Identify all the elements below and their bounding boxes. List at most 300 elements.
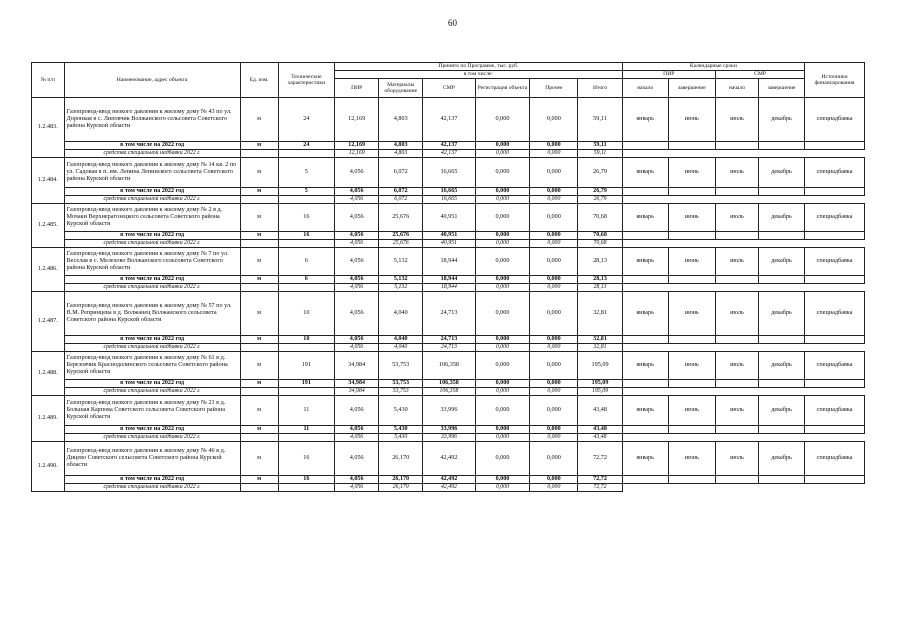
empty-cell	[715, 476, 758, 484]
tech-cell: 16	[278, 232, 335, 240]
empty-cell	[715, 344, 758, 352]
empty-cell	[715, 336, 758, 344]
smr-cell: 42,137	[423, 142, 475, 150]
table-row-special-allowance	[32, 196, 865, 204]
empty-cell	[715, 484, 758, 492]
total-cell: 32,81	[578, 344, 622, 352]
materials-cell: 53,753	[379, 380, 423, 388]
empty-cell	[668, 240, 715, 248]
empty-cell	[668, 196, 715, 204]
tech-cell: 16	[278, 476, 335, 484]
object-name: Газопровод-ввод низкого давления к жилому дому № 14 кв. 2 по ул. Садовая в п. им. Ленина Ленинского сельсовета Советского района Курской области	[64, 158, 240, 188]
total-cell: 28,13	[578, 276, 622, 284]
tech-cell: 10	[278, 292, 335, 336]
empty-cell	[758, 344, 804, 352]
empty-cell	[715, 434, 758, 442]
registration-cell: 0,000	[475, 196, 530, 204]
tech-cell: 16	[278, 442, 335, 476]
empty-cell	[240, 196, 278, 204]
pir-cell: 34,984	[335, 352, 379, 380]
pir-cell: 4,056	[335, 240, 379, 248]
materials-cell: 5,430	[379, 434, 423, 442]
header-pir-end: завершение	[668, 79, 715, 98]
row-number: 1.2.483.	[32, 98, 65, 158]
pir-cell: 4,056	[335, 434, 379, 442]
pir-cell: 34,984	[335, 388, 379, 396]
header-unit: Ед. изм.	[240, 63, 278, 98]
table-row-2022	[32, 276, 865, 284]
empty-cell	[715, 284, 758, 292]
row-number: 1.2.485.	[32, 204, 65, 248]
header-num: № п/п	[32, 63, 65, 98]
materials-cell: 53,753	[379, 388, 423, 396]
empty-cell	[715, 426, 758, 434]
unit-cell: м	[240, 142, 278, 150]
year-total-label: в том числе на 2022 год	[64, 232, 240, 240]
smr-cell: 42,137	[423, 150, 475, 158]
total-cell: 195,09	[578, 388, 622, 396]
materials-cell: 25,676	[379, 232, 423, 240]
smr-end-cell: декабрь	[758, 98, 804, 142]
empty-cell	[622, 232, 668, 240]
unit-cell: м	[240, 336, 278, 344]
table-row-2022	[32, 232, 865, 240]
source-cell: спецнадбавка	[805, 248, 865, 276]
registration-cell: 0,000	[475, 150, 530, 158]
table-row-2022	[32, 142, 865, 150]
unit-cell: м	[240, 292, 278, 336]
registration-cell: 0,000	[475, 352, 530, 380]
tech-cell: 191	[278, 380, 335, 388]
empty-cell	[805, 284, 865, 292]
registration-cell: 0,000	[475, 476, 530, 484]
special-allowance-label: средства специальной надбавки 2022 г.	[64, 434, 240, 442]
pir-cell: 4,056	[335, 426, 379, 434]
empty-cell	[758, 484, 804, 492]
other-cell: 0,000	[530, 98, 578, 142]
empty-cell	[668, 344, 715, 352]
total-cell: 72,72	[578, 484, 622, 492]
pir-cell: 4,056	[335, 248, 379, 276]
empty-cell	[715, 232, 758, 240]
special-allowance-label: средства специальной надбавки 2022 г.	[64, 196, 240, 204]
header-calendar-group: Календарные сроки	[622, 63, 805, 71]
empty-cell	[805, 484, 865, 492]
unit-cell: м	[240, 188, 278, 196]
table-row-2022	[32, 476, 865, 484]
registration-cell: 0,000	[475, 344, 530, 352]
materials-cell: 26,170	[379, 484, 423, 492]
empty-cell	[758, 336, 804, 344]
smr-cell: 16,665	[423, 196, 475, 204]
other-cell: 0,000	[530, 336, 578, 344]
materials-cell: 4,803	[379, 142, 423, 150]
smr-end-cell: декабрь	[758, 292, 804, 336]
empty-cell	[622, 344, 668, 352]
unit-cell: м	[240, 426, 278, 434]
row-number: 1.2.484.	[32, 158, 65, 204]
empty-cell	[715, 388, 758, 396]
tech-cell: 10	[278, 336, 335, 344]
total-cell: 28,13	[578, 284, 622, 292]
table-row-2022	[32, 426, 865, 434]
smr-cell: 42,492	[423, 484, 475, 492]
total-cell: 32,81	[578, 292, 622, 336]
other-cell: 0,000	[530, 158, 578, 188]
empty-cell	[622, 284, 668, 292]
empty-cell	[805, 336, 865, 344]
table-row-special-allowance	[32, 388, 865, 396]
smr-end-cell: декабрь	[758, 248, 804, 276]
table-row-special-allowance	[32, 240, 865, 248]
empty-cell	[278, 196, 335, 204]
tech-cell: 24	[278, 98, 335, 142]
smr-cell: 106,358	[423, 352, 475, 380]
empty-cell	[758, 276, 804, 284]
tech-cell: 5	[278, 158, 335, 188]
empty-cell	[278, 240, 335, 248]
smr-cell: 18,944	[423, 276, 475, 284]
unit-cell: м	[240, 98, 278, 142]
pir-cell: 4,056	[335, 292, 379, 336]
pir-end-cell: июнь	[668, 98, 715, 142]
empty-cell	[805, 476, 865, 484]
table-row	[32, 352, 865, 380]
empty-cell	[668, 426, 715, 434]
registration-cell: 0,000	[475, 276, 530, 284]
unit-cell: м	[240, 380, 278, 388]
registration-cell: 0,000	[475, 442, 530, 476]
year-total-label: в том числе на 2022 год	[64, 426, 240, 434]
materials-cell: 5,132	[379, 248, 423, 276]
smr-cell: 42,137	[423, 98, 475, 142]
pir-cell: 4,056	[335, 158, 379, 188]
empty-cell	[758, 150, 804, 158]
table-row	[32, 248, 865, 276]
smr-cell: 16,665	[423, 158, 475, 188]
source-cell: спецнадбавка	[805, 158, 865, 188]
empty-cell	[758, 380, 804, 388]
empty-cell	[805, 150, 865, 158]
pir-end-cell: июнь	[668, 292, 715, 336]
smr-cell: 42,492	[423, 442, 475, 476]
source-cell: спецнадбавка	[805, 204, 865, 232]
header-other: Прочее	[530, 79, 578, 98]
smr-cell: 18,944	[423, 248, 475, 276]
total-cell: 32,81	[578, 336, 622, 344]
pir-cell: 12,169	[335, 150, 379, 158]
header-cal-pir: ПИР	[622, 71, 715, 79]
registration-cell: 0,000	[475, 484, 530, 492]
empty-cell	[758, 196, 804, 204]
pir-end-cell: июнь	[668, 158, 715, 188]
smr-cell: 33,996	[423, 426, 475, 434]
empty-cell	[805, 426, 865, 434]
other-cell: 0,000	[530, 150, 578, 158]
materials-cell: 26,170	[379, 442, 423, 476]
empty-cell	[278, 434, 335, 442]
materials-cell: 6,072	[379, 196, 423, 204]
pir-cell: 4,056	[335, 396, 379, 426]
pir-cell: 4,056	[335, 344, 379, 352]
table-row-special-allowance	[32, 150, 865, 158]
row-number: 1.2.488.	[32, 352, 65, 396]
header-total: Итого	[578, 79, 622, 98]
empty-cell	[240, 388, 278, 396]
special-allowance-label: средства специальной надбавки 2022 г.	[64, 484, 240, 492]
total-cell: 26,79	[578, 196, 622, 204]
source-cell: спецнадбавка	[805, 352, 865, 380]
pir-start-cell: январь	[622, 292, 668, 336]
empty-cell	[805, 232, 865, 240]
object-name: Газопровод-ввод низкого давления к жилому дому № 61 в д. Березовчик Краснодолинского сельсовета Советского района Курской области	[64, 352, 240, 380]
header-including: в том числе:	[335, 71, 622, 79]
empty-cell	[278, 150, 335, 158]
row-number: 1.2.486.	[32, 248, 65, 292]
empty-cell	[622, 434, 668, 442]
table-header	[32, 63, 865, 98]
other-cell: 0,000	[530, 380, 578, 388]
empty-cell	[805, 196, 865, 204]
unit-cell: м	[240, 232, 278, 240]
registration-cell: 0,000	[475, 240, 530, 248]
row-number: 1.2.489.	[32, 396, 65, 442]
smr-end-cell: декабрь	[758, 352, 804, 380]
object-name: Газопровод-ввод низкого давления к жилому дому № 21 в д. Большая Карпова Советского сельсовета Советского района Курской области	[64, 396, 240, 426]
header-cal-smr: СМР	[715, 71, 804, 79]
pir-cell: 12,169	[335, 98, 379, 142]
empty-cell	[758, 388, 804, 396]
empty-cell	[668, 188, 715, 196]
table-row	[32, 204, 865, 232]
total-cell: 72,72	[578, 442, 622, 476]
empty-cell	[668, 484, 715, 492]
empty-cell	[622, 240, 668, 248]
materials-cell: 25,676	[379, 240, 423, 248]
smr-cell: 40,951	[423, 240, 475, 248]
smr-start-cell: июль	[715, 396, 758, 426]
year-total-label: в том числе на 2022 год	[64, 142, 240, 150]
registration-cell: 0,000	[475, 188, 530, 196]
header-name: Наименование, адрес объекта	[64, 63, 240, 98]
empty-cell	[668, 434, 715, 442]
empty-cell	[622, 150, 668, 158]
other-cell: 0,000	[530, 344, 578, 352]
empty-cell	[758, 240, 804, 248]
registration-cell: 0,000	[475, 98, 530, 142]
other-cell: 0,000	[530, 276, 578, 284]
header-smr-start: начало	[715, 79, 758, 98]
pir-cell: 4,056	[335, 484, 379, 492]
table-row-special-allowance	[32, 434, 865, 442]
smr-cell: 33,996	[423, 396, 475, 426]
empty-cell	[715, 142, 758, 150]
empty-cell	[715, 276, 758, 284]
empty-cell	[715, 380, 758, 388]
registration-cell: 0,000	[475, 284, 530, 292]
table-row-2022	[32, 336, 865, 344]
table-row-2022	[32, 380, 865, 388]
other-cell: 0,000	[530, 476, 578, 484]
empty-cell	[240, 434, 278, 442]
table-row	[32, 158, 865, 188]
pir-cell: 4,056	[335, 204, 379, 232]
pir-start-cell: январь	[622, 158, 668, 188]
tech-cell: 16	[278, 204, 335, 232]
empty-cell	[715, 188, 758, 196]
registration-cell: 0,000	[475, 426, 530, 434]
empty-cell	[805, 276, 865, 284]
smr-start-cell: июль	[715, 352, 758, 380]
header-sources: Источники финансирования	[805, 63, 865, 98]
smr-cell: 24,713	[423, 336, 475, 344]
other-cell: 0,000	[530, 292, 578, 336]
pir-cell: 4,056	[335, 196, 379, 204]
materials-cell: 25,676	[379, 204, 423, 232]
registration-cell: 0,000	[475, 396, 530, 426]
materials-cell: 6,072	[379, 188, 423, 196]
empty-cell	[622, 476, 668, 484]
empty-cell	[758, 476, 804, 484]
pir-start-cell: январь	[622, 204, 668, 232]
other-cell: 0,000	[530, 284, 578, 292]
unit-cell: м	[240, 352, 278, 380]
total-cell: 59,11	[578, 150, 622, 158]
smr-cell: 106,358	[423, 380, 475, 388]
materials-cell: 5,430	[379, 396, 423, 426]
materials-cell: 4,040	[379, 336, 423, 344]
smr-end-cell: декабрь	[758, 158, 804, 188]
other-cell: 0,000	[530, 388, 578, 396]
total-cell: 26,79	[578, 188, 622, 196]
empty-cell	[758, 142, 804, 150]
tech-cell: 11	[278, 396, 335, 426]
smr-cell: 18,944	[423, 284, 475, 292]
other-cell: 0,000	[530, 484, 578, 492]
other-cell: 0,000	[530, 426, 578, 434]
table-row-special-allowance	[32, 344, 865, 352]
empty-cell	[240, 344, 278, 352]
page-number: 60	[448, 18, 457, 28]
empty-cell	[240, 484, 278, 492]
other-cell: 0,000	[530, 352, 578, 380]
table-row-special-allowance	[32, 484, 865, 492]
smr-cell: 40,951	[423, 204, 475, 232]
pir-cell: 12,169	[335, 142, 379, 150]
total-cell: 28,13	[578, 248, 622, 276]
pir-end-cell: июнь	[668, 352, 715, 380]
total-cell: 43,48	[578, 434, 622, 442]
registration-cell: 0,000	[475, 380, 530, 388]
row-number: 1.2.490.	[32, 442, 65, 492]
registration-cell: 0,000	[475, 204, 530, 232]
materials-cell: 4,040	[379, 344, 423, 352]
empty-cell	[805, 142, 865, 150]
pir-cell: 4,056	[335, 476, 379, 484]
empty-cell	[668, 476, 715, 484]
unit-cell: м	[240, 204, 278, 232]
smr-cell: 106,358	[423, 388, 475, 396]
smr-cell: 24,713	[423, 292, 475, 336]
total-cell: 43,48	[578, 396, 622, 426]
year-total-label: в том числе на 2022 год	[64, 276, 240, 284]
tech-cell: 5	[278, 188, 335, 196]
pir-end-cell: июнь	[668, 442, 715, 476]
table-row	[32, 442, 865, 476]
unit-cell: м	[240, 476, 278, 484]
source-cell: спецнадбавка	[805, 292, 865, 336]
total-cell: 70,68	[578, 204, 622, 232]
empty-cell	[758, 434, 804, 442]
empty-cell	[668, 232, 715, 240]
tech-cell: 24	[278, 142, 335, 150]
empty-cell	[622, 426, 668, 434]
empty-cell	[278, 344, 335, 352]
empty-cell	[805, 388, 865, 396]
empty-cell	[715, 150, 758, 158]
tech-cell: 6	[278, 248, 335, 276]
unit-cell: м	[240, 158, 278, 188]
special-allowance-label: средства специальной надбавки 2022 г.	[64, 284, 240, 292]
materials-cell: 4,803	[379, 98, 423, 142]
empty-cell	[240, 240, 278, 248]
tech-cell: 191	[278, 352, 335, 380]
materials-cell: 53,753	[379, 352, 423, 380]
tech-cell: 11	[278, 426, 335, 434]
empty-cell	[240, 284, 278, 292]
table-row	[32, 98, 865, 142]
unit-cell: м	[240, 248, 278, 276]
other-cell: 0,000	[530, 396, 578, 426]
pir-end-cell: июнь	[668, 396, 715, 426]
materials-cell: 26,170	[379, 476, 423, 484]
other-cell: 0,000	[530, 204, 578, 232]
header-registration: Регистрация объекта	[475, 79, 530, 98]
other-cell: 0,000	[530, 232, 578, 240]
empty-cell	[668, 284, 715, 292]
empty-cell	[668, 380, 715, 388]
smr-cell: 24,713	[423, 344, 475, 352]
smr-end-cell: декабрь	[758, 396, 804, 426]
smr-start-cell: июль	[715, 442, 758, 476]
object-name: Газопровод-ввод низкого давления к жилому дому № 57 по ул. В.М. Репринцева в д. Волжанец Волжанского сельсовета Советского района Курской области	[64, 292, 240, 336]
smr-cell: 42,492	[423, 476, 475, 484]
year-total-label: в том числе на 2022 год	[64, 336, 240, 344]
table-row	[32, 292, 865, 336]
empty-cell	[758, 426, 804, 434]
row-number: 1.2.487.	[32, 292, 65, 352]
materials-cell: 4,040	[379, 292, 423, 336]
smr-end-cell: декабрь	[758, 204, 804, 232]
registration-cell: 0,000	[475, 388, 530, 396]
object-name: Газопровод-ввод низкого давления к жилому дому № 7 по ул. Веселая в с. Мелехово Волжанского сельсовета Советского района Курской области	[64, 248, 240, 276]
tech-cell: 6	[278, 276, 335, 284]
smr-cell: 16,665	[423, 188, 475, 196]
source-cell: спецнадбавка	[805, 396, 865, 426]
header-smr-end: завершение	[758, 79, 804, 98]
empty-cell	[805, 188, 865, 196]
empty-cell	[278, 484, 335, 492]
total-cell: 70,68	[578, 232, 622, 240]
object-name: Газопровод-ввод низкого давления к жилому дому № 43 по ул. Доронкая в с. Липовчик Волжанского сельсовета Советского района Курской области	[64, 98, 240, 142]
empty-cell	[715, 240, 758, 248]
total-cell: 59,11	[578, 142, 622, 150]
smr-cell: 33,996	[423, 434, 475, 442]
empty-cell	[622, 484, 668, 492]
year-total-label: в том числе на 2022 год	[64, 476, 240, 484]
total-cell: 195,09	[578, 352, 622, 380]
materials-cell: 4,803	[379, 150, 423, 158]
